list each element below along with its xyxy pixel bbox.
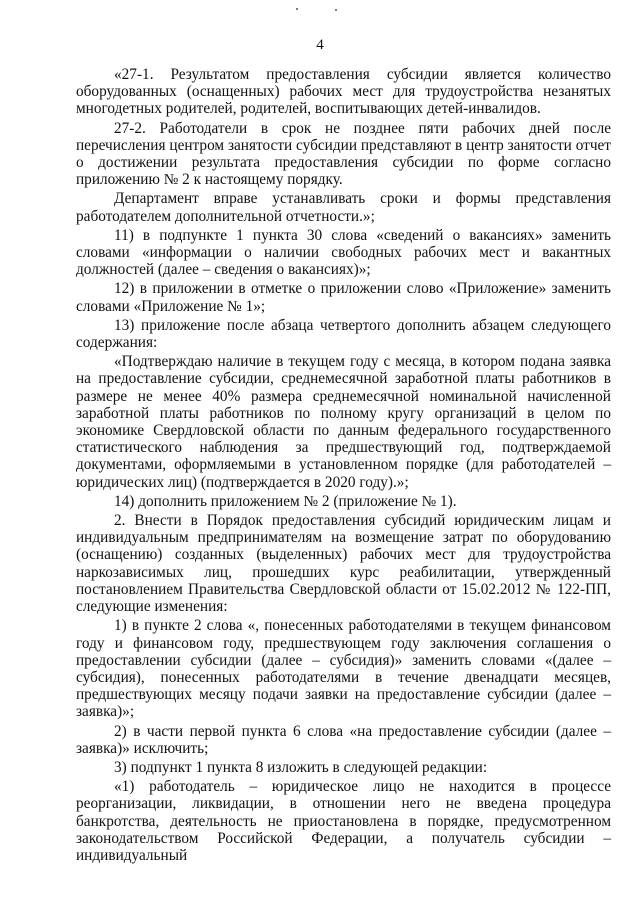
- document-body: [76, 66, 611, 866]
- paragraph-27-1: «27-1. Результатом предоставления субсидии является количество оборудованных (оснащенных) рабочих мест для трудоустройства незанятых многодетных родителей, родителей, воспитывающих детей-инвалидов.: [76, 66, 611, 118]
- paragraph-27-2: 27-2. Работодатели в срок не позднее пяти рабочих дней после перечисления центром занятости субсидии представляют в центр занятости отчет о достижении результата предоставления субсидии по форме согласно приложению № 2 к настоящему порядку.: [76, 119, 611, 189]
- paragraph-item-14: 14) дополнить приложением № 2 (приложение № 1).: [114, 492, 457, 510]
- paragraph-confirmation: «Подтверждаю наличие в текущем году с месяца, в котором подана заявка на предоставление субсидии, среднемесячной заработной платы работников в размере не менее 40% размера среднемесячной номинальной начисленной заработной платы работников по полному кругу организаций в целом по экономике Свердловской области по данным федерального государственного статистического наблюдения за предшествующий год, подтверждаемой документами, оформляемыми в установленном порядке (для работодателей – юридических лиц) (подтверждается в 2020 году).»;: [76, 353, 611, 491]
- paragraph-item-11: 11) в подпункте 1 пункта 30 слова «сведений о вакансиях» заменить словами «информации о наличии свободных рабочих мест и вакантных должностей (далее – сведения о вакансиях)»;: [76, 226, 611, 279]
- scan-speck: [296, 8, 298, 10]
- paragraph-change-2: 2) в части первой пункта 6 слова «на предоставление субсидии (далее – заявка)» исключить;: [76, 722, 611, 757]
- paragraph-change-3: 3) подпункт 1 пункта 8 изложить в следующей редакции:: [114, 758, 488, 776]
- paragraph-item-13: 13) приложение после абзаца четвертого дополнить абзацем следующего содержания:: [76, 316, 611, 352]
- scan-speck: [335, 9, 337, 11]
- paragraph-item-12: 12) в приложении в отметке о приложении слово «Приложение» заменить словами «Приложение № 1»;: [76, 280, 611, 315]
- page-number: 4: [316, 37, 324, 53]
- paragraph-department: Департамент вправе устанавливать сроки и формы представления работодателем дополнительной отчетности.»;: [76, 190, 611, 225]
- paragraph-change-1: 1) в пункте 2 слова «, понесенных работодателями в текущем финансовом году и финансовом году, предшествующем году заключения соглашения о предоставлении субсидии (далее – субсидия)» заменить словами «(далее – субсидия), понесенных работодателями в течение двенадцати месяцев, предшествующих месяцу подачи заявки на предоставление субсидии (далее – заявка)»;: [76, 617, 611, 721]
- paragraph-section-2: 2. Внести в Порядок предоставления субсидий юридическим лицам и индивидуальным предпринимателям на возмещение затрат по оборудованию (оснащению) созданных (выделенных) рабочих мест для трудоустройства наркозависимых лиц, прошедших курс реабилитации, утвержденный постановлением Правительства Свердловской области от 15.02.2012 № 122-ПП, следующие изменения:: [76, 512, 611, 616]
- paragraph-employer-clause: «1) работодатель – юридическое лицо не находится в процессе реорганизации, ликвидации, в отношении него не введена процедура банкротства, деятельность не приостановлена в порядке, предусмотренном законодательством Российской Федерации, а получатель субсидии – индивидуальный: [76, 778, 611, 864]
